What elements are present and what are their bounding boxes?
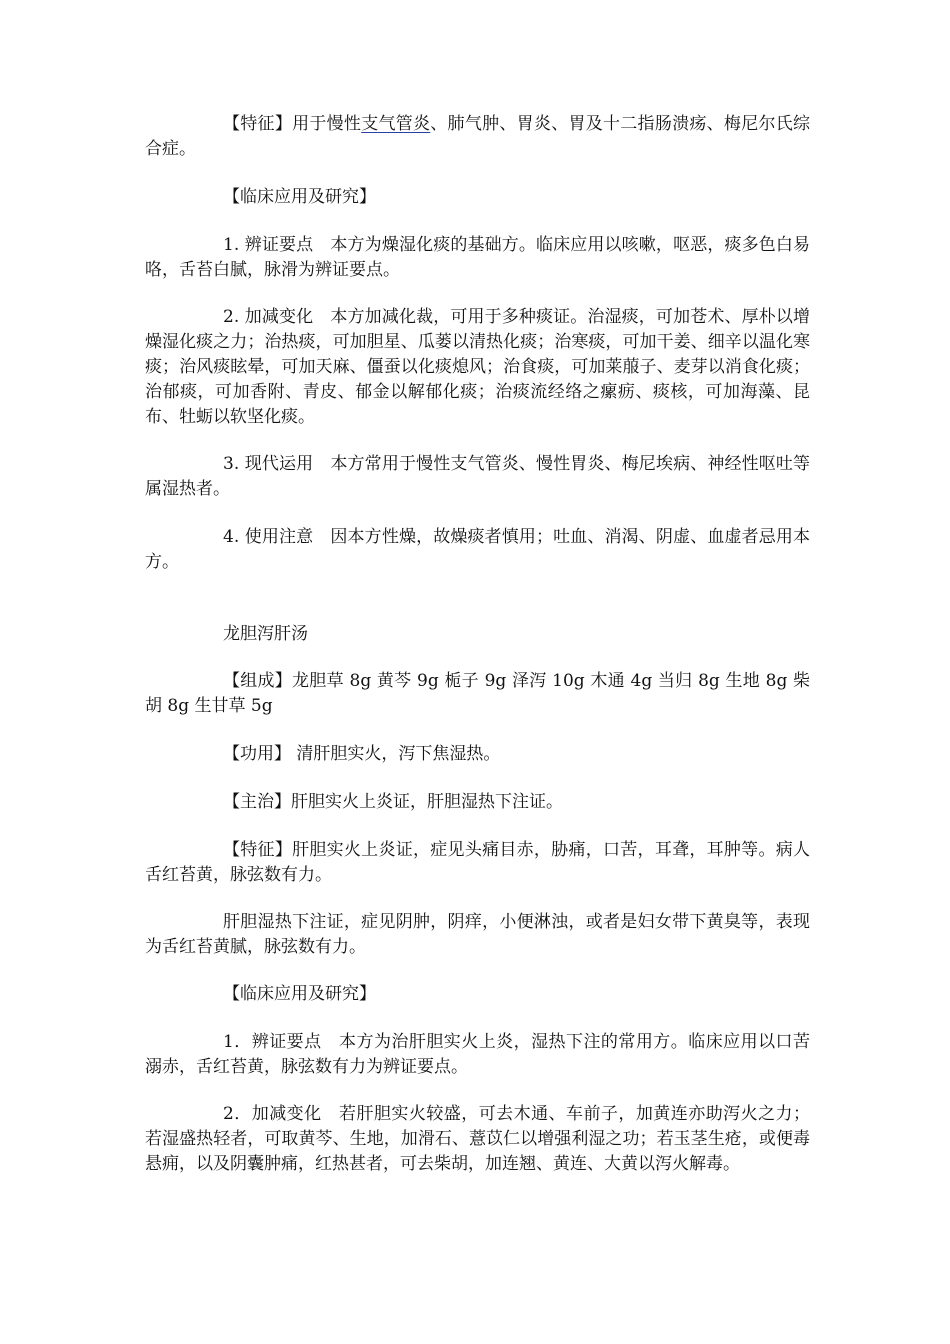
indication-paragraph: 【主治】肝胆实火上炎证，肝胆湿热下注证。 [223,792,563,812]
clinical2-item-2: 2．加减变化 若肝胆实火较盛，可去木通、车前子，加黄连亦助泻火之力；若湿盛热轻者，可取黄芩、生地，加滑石、薏苡仁以增强利湿之功；若玉茎生疮，或便毒悬痈，以及阴囊肿痛，红热甚者，可去柴胡，加连翘、黄连、大黄以泻火解毒。 [145,1104,810,1174]
formula-title: 龙胆泻肝汤 [223,624,308,644]
underlined-term: 支气管炎 [361,114,431,134]
clinical-heading: 【临床应用及研究】 [223,187,376,207]
clinical2-item-1: 1．辨证要点 本方为治肝胆实火上炎，湿热下注的常用方。临床应用以口苦溺赤，舌红苔黄，脉弦数有力为辨证要点。 [145,1032,810,1077]
composition-paragraph: 【组成】龙胆草 8g 黄芩 9g 栀子 9g 泽泻 10g 木通 4g 当归 8g 生地 8g 柴胡 8g 生甘草 5g [145,671,810,716]
clinical-item-4: 4. 使用注意 因本方性燥，故燥痰者慎用；吐血、消渴、阴虚、血虚者忌用本方。 [145,527,810,572]
feature-text-post: 、肺气肿、胃炎、胃及十二指肠溃疡、梅尼尔氏综合症。 [145,114,811,159]
feature-label: 【特征】 [223,114,293,134]
function-paragraph: 【功用】 清肝胆实火，泻下焦湿热。 [223,744,501,764]
feature-paragraph [145,112,810,162]
clinical-item-1: 1. 辨证要点 本方为燥湿化痰的基础方。临床应用以咳嗽，呕恶，痰多色白易咯，舌苔白腻，脉滑为辨证要点。 [145,235,810,280]
clinical-item-2: 2. 加减变化 本方加减化裁，可用于多种痰证。治湿痰，可加苍术、厚朴以增燥湿化痰之力；治热痰，可加胆星、瓜蒌以清热化痰；治寒痰，可加干姜、细辛以温化寒痰；治风痰眩晕，可加天麻、僵蚕以化痰熄风；治食痰，可加莱菔子、麦芽以消食化痰；治郁痰，可加香附、青皮、郁金以解郁化痰；治痰流经络之瘰疬、痰核，可加海藻、昆布、牡蛎以软坚化痰。 [145,307,810,427]
feature2-paragraph: 【特征】肝胆实火上炎证，症见头痛目赤，胁痛，口苦，耳聋，耳肿等。病人舌红苔黄，脉弦数有力。 [145,840,810,885]
feature-text-pre: 用于慢性 [292,114,362,134]
clinical-item-3: 3. 现代运用 本方常用于慢性支气管炎、慢性胃炎、梅尼埃病、神经性呕吐等属湿热者。 [145,454,810,499]
clinical-heading-2: 【临床应用及研究】 [223,984,376,1004]
feature2-continued: 肝胆湿热下注证，症见阴肿，阴痒，小便淋浊，或者是妇女带下黄臭等，表现为舌红苔黄腻，脉弦数有力。 [145,912,810,957]
